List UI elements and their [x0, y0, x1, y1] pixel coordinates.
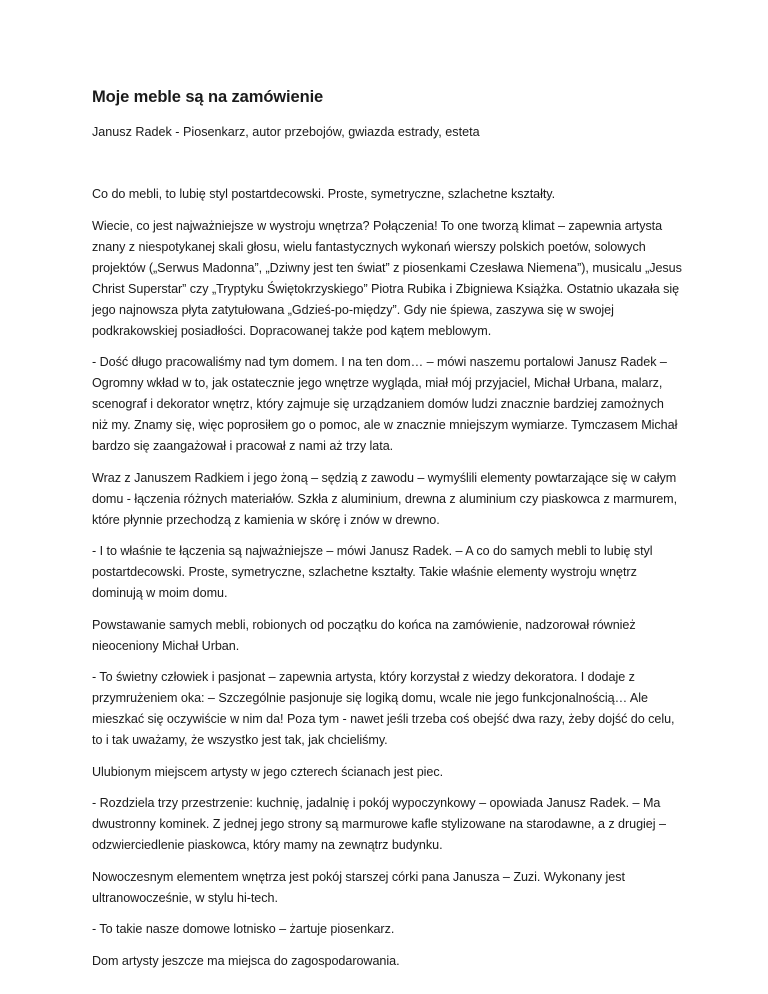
paragraph-3: - Dość długo pracowaliśmy nad tym domem. I na ten dom… – mówi naszemu portalowi Janusz Radek – Ogromny wkład w to, jak ostatecznie jego wnętrze wygląda, miał mój przyjaciel, Michał Urbana, malarz, scenograf i dekorator wnętrz, który zajmuje się urządzaniem domów ludzi znacznie bardziej zamożnych niż my. Znamy się, więc poprosiłem go o pomoc, ale w znacznie mniejszym wymiarze. Tymczasem Michał bardzo się zaangażował i pracował z nami aż trzy lata. — [92, 355, 678, 453]
paragraph-10: Nowoczesnym elementem wnętrza jest pokój starszej córki pana Janusza – Zuzi. Wykonany jest ultranowocześnie, w stylu hi-tech. — [92, 869, 625, 905]
paragraph-7: - To świetny człowiek i pasjonat – zapewnia artysta, który korzystał z wiedzy dekoratora. I dodaje z przymrużeniem oka: – Szczególnie pasjonuje się logiką domu, wcale nie jego funkcjonalnością… Ale mieszkać się oczywiście w nim da! Poza tym - nawet jeśli trzeba coś obejść dwa razy, żeby dojść do celu, to i tak uważamy, że wszystko jest tak, jak chcieliśmy. — [92, 670, 675, 747]
paragraph-12: Dom artysty jeszcze ma miejsca do zagospodarowania. — [92, 953, 400, 968]
document-page — [92, 86, 682, 982]
paragraph-1: Co do mebli, to lubię styl postartdecowski. Proste, symetryczne, szlachetne kształty. — [92, 187, 556, 201]
document-title: Moje meble są na zamówienie — [92, 88, 324, 106]
paragraph-5: - I to właśnie te łączenia są najważniejsze – mówi Janusz Radek. – A co do samych mebli to lubię styl postartdecowski. Proste, symetryczne, szlachetne kształty. Takie właśnie elementy wystroju wnętrz dominują w moim domu. — [92, 544, 653, 600]
paragraph-6: Powstawanie samych mebli, robionych od początku do końca na zamówienie, nadzorował również nieoceniony Michał Urban. — [92, 617, 636, 653]
paragraph-8: Ulubionym miejscem artysty w jego czterech ścianach jest piec. — [92, 764, 444, 779]
paragraph-11: - To takie nasze domowe lotnisko – żartuje piosenkarz. — [92, 922, 395, 936]
paragraph-2: Wiecie, co jest najważniejsze w wystroju wnętrza? Połączenia! To one tworzą klimat – zapewnia artysta znany z niespotykanej skali głosu, wielu fantastycznych wykonań wierszy polskich poetów, solowych projektów („Serwus Madonna”, „Dziwny jest ten świat” z piosenkami Czesława Niemena”), musicalu „Jesus Christ Superstar” czy „Tryptyku Świętokrzyskiego” Piotra Rubika i Zbigniewa Książka. Ostatnio ukazała się jego najnowsza płyta zatytułowana „Gdzieś-po-między”. Gdy nie śpiewa, zaszywa się w swojej podkrakowskiej posiadłości. Dopracowanej także pod kątem meblowym. — [92, 218, 682, 338]
paragraph-4: Wraz z Januszem Radkiem i jego żoną – sędzią z zawodu – wymyślili elementy powtarzające się w całym domu - łączenia różnych materiałów. Szkła z aluminium, drewna z aluminium czy piaskowca z marmurem, które płynnie przechodzą z kamienia w skórę i znów w drewno. — [92, 470, 678, 527]
document-subtitle: Janusz Radek - Piosenkarz, autor przebojów, gwiazda estrady, esteta — [92, 125, 480, 139]
paragraph-9: - Rozdziela trzy przestrzenie: kuchnię, jadalnię i pokój wypoczynkowy – opowiada Janusz Radek. – Ma dwustronny kominek. Z jednej jego strony są marmurowe kafle stylizowane na starodawne, a z drugiej – odzwierciedlenie piaskowca, który mamy na zewnątrz budynku. — [92, 796, 666, 852]
